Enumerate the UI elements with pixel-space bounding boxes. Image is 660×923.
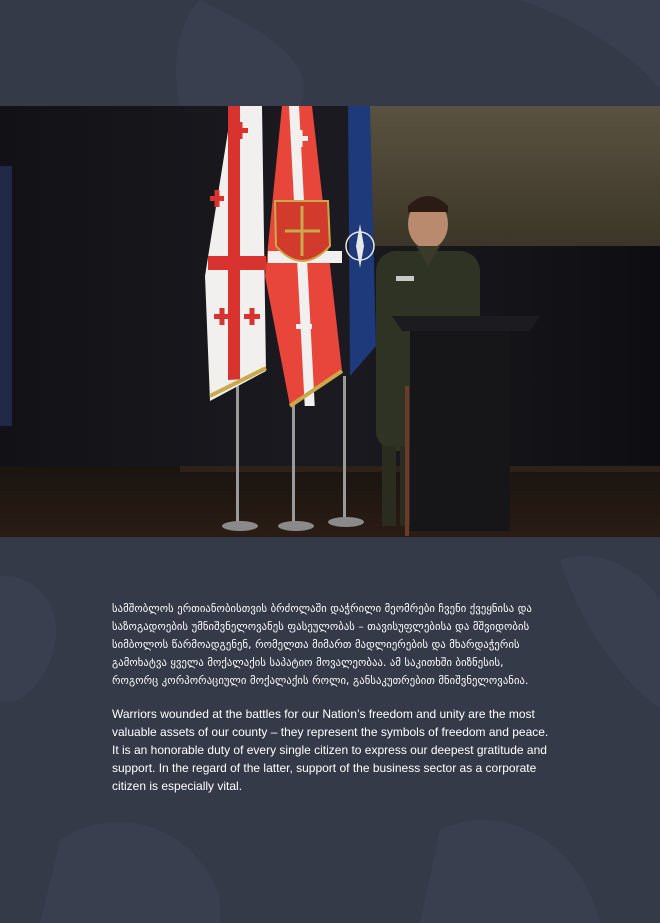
english-paragraph: Warriors wounded at the battles for our Nation’s freedom and unity are the most valuable assets of our county – they represent the symbols of freedom and peace. It is an honorable duty of every single citizen to express our deepest gratitude and support. In the regard of the latter, support of the business sector as a corporate citizen is especially vital.	[112, 707, 549, 793]
georgian-paragraph: სამშობლოს ერთიანობისთვის ბრძოლაში დაჭრილი მეომრები ჩვენი ქვეყნისა და საზოგადოების უმნიშვნელოვანეს ფასეულობას – თავისუფლებისა და მშვიდობის სიმბოლოს წარმოადგენენ, რომელთა მიმართ მადლიერების და მხარდაჭერის გამოხატვა ყველა მოქალაქის საპატიო მოვალეობაა. ამ საკითხში ბიზნესის, როგორც კორპორაციული მოქალაქის როლი, განსაკუთრებით მნიშვნელოვანია.	[112, 603, 532, 687]
text-block	[112, 600, 550, 795]
ceremony-photo	[0, 106, 660, 537]
